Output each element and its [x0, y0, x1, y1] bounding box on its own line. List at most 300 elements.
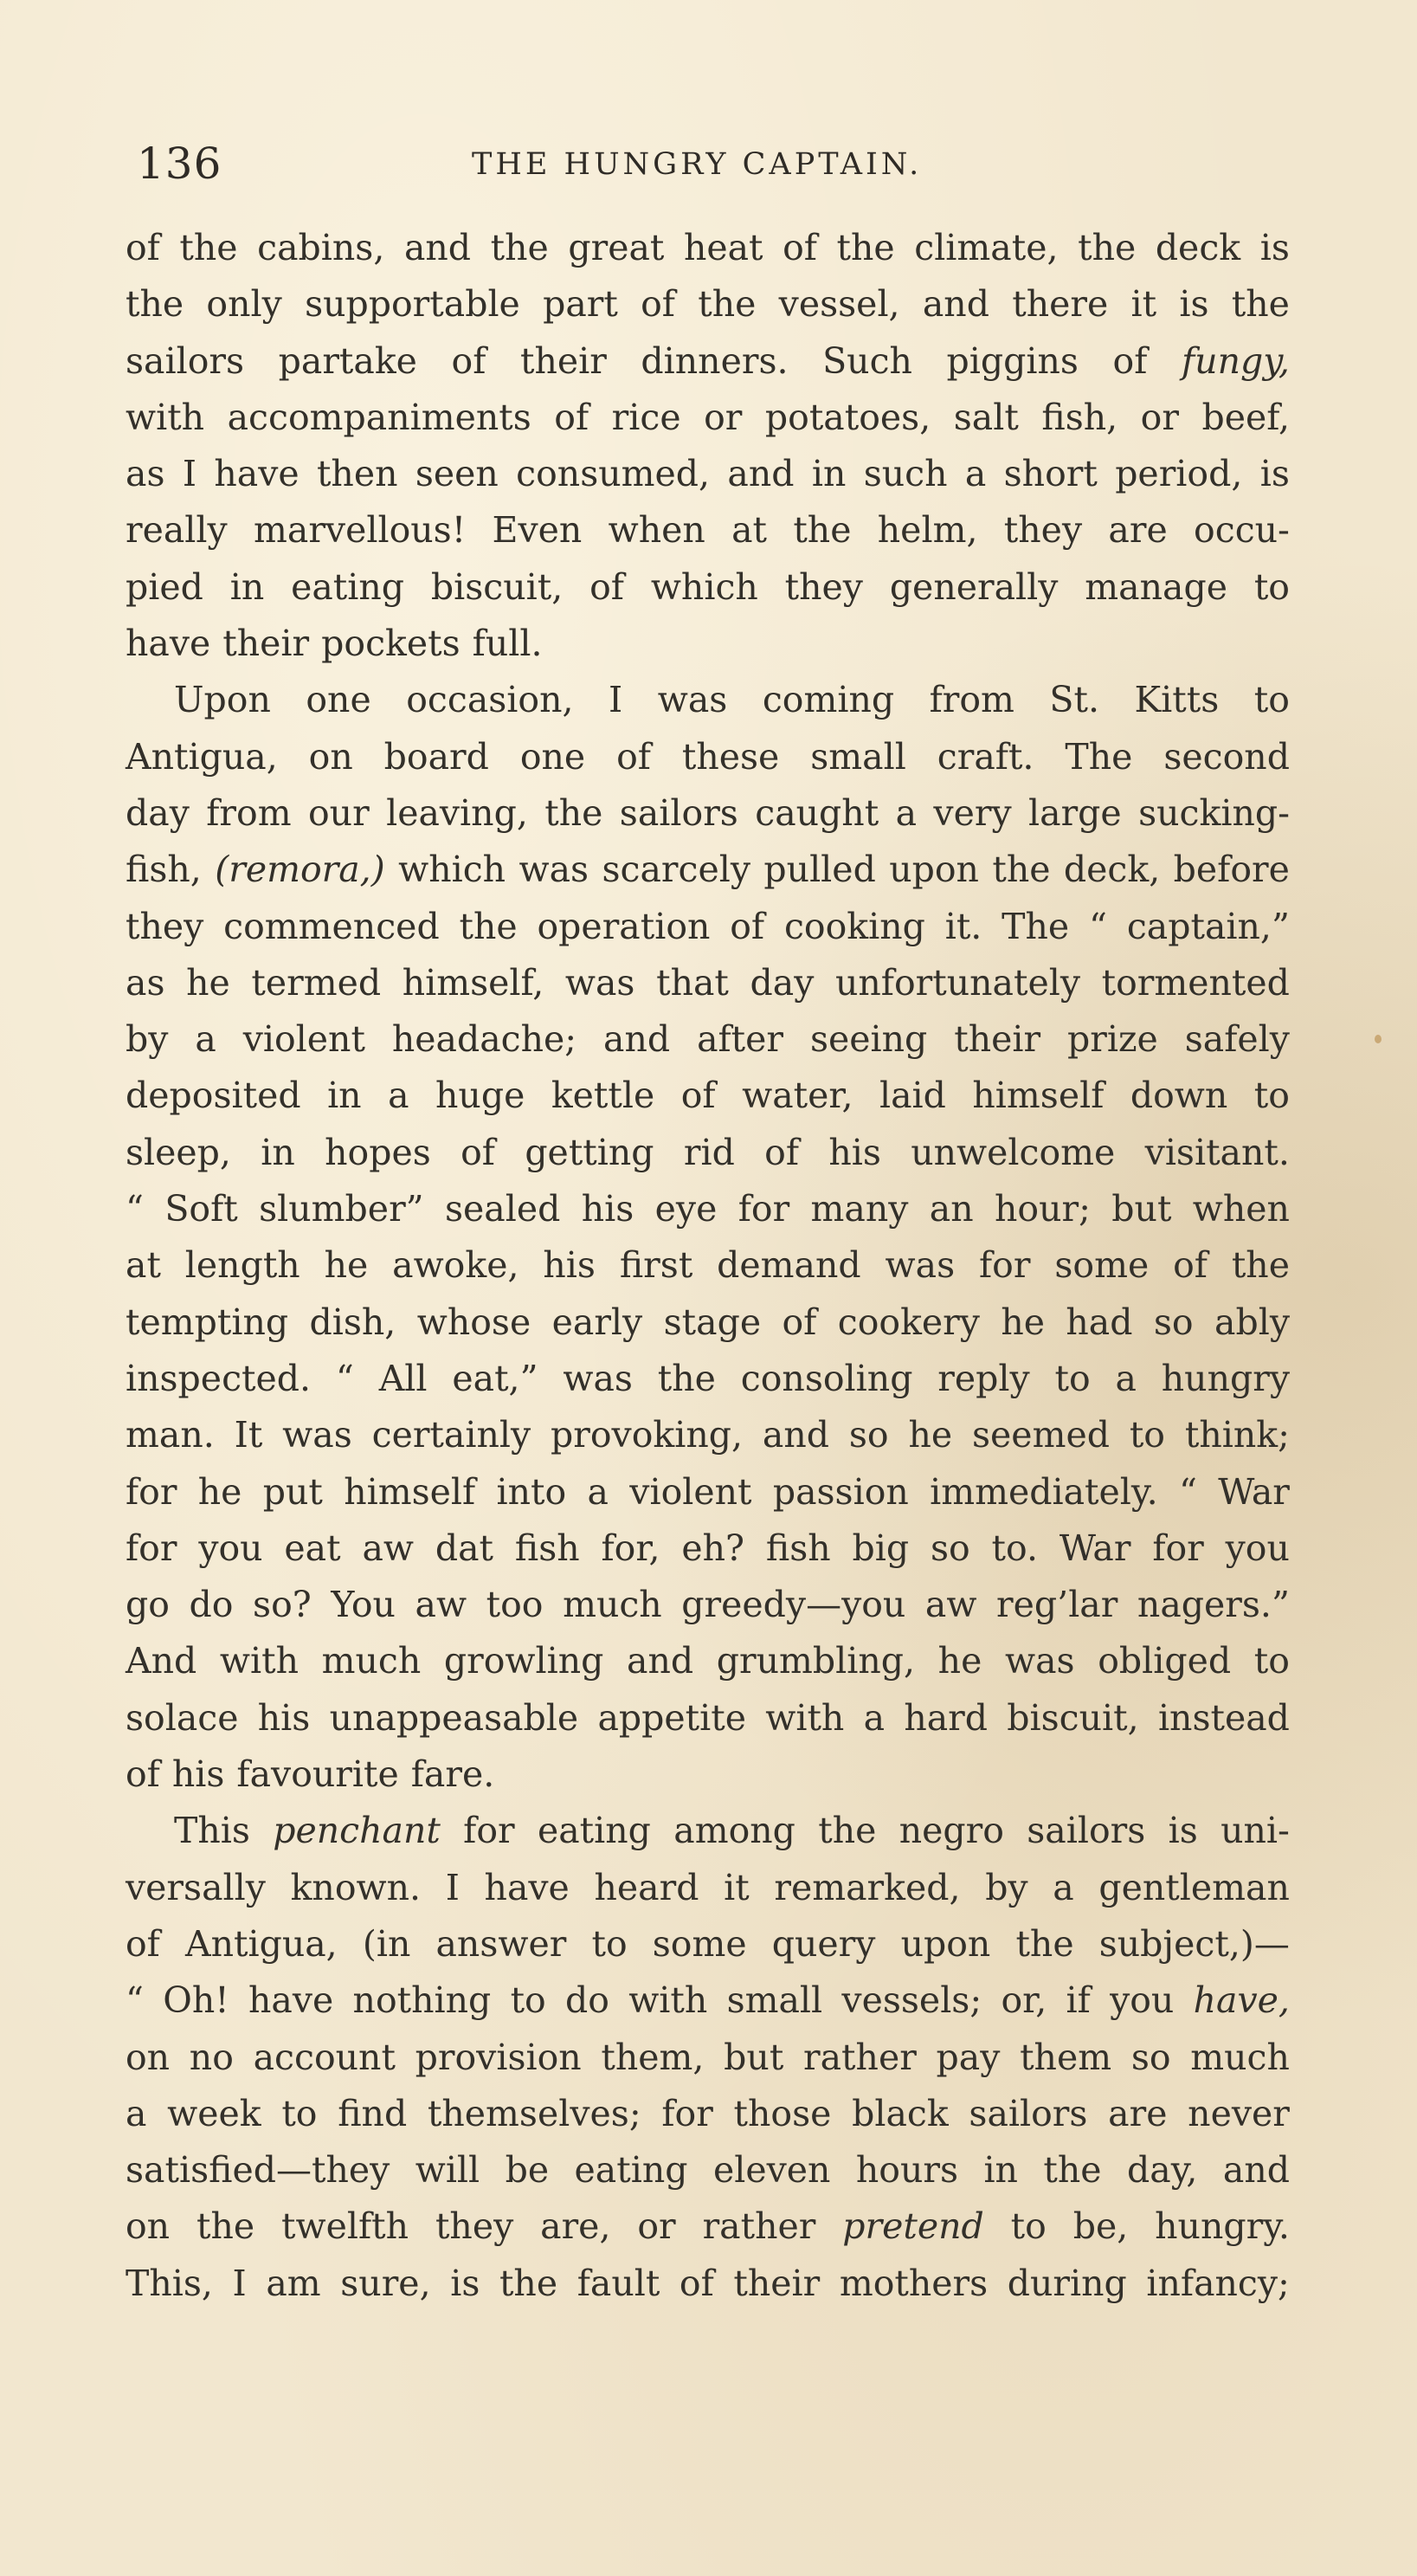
word: eat [284, 1527, 341, 1569]
text-line [126, 2198, 1290, 2255]
word: a [964, 453, 987, 495]
word: day [750, 961, 815, 1004]
word: immediately. [930, 1470, 1158, 1513]
word: sailors [969, 2092, 1088, 2134]
word: Oh! [163, 1979, 229, 2022]
word: in [229, 565, 265, 608]
word: big [852, 1527, 910, 1569]
word: a [1115, 1357, 1137, 1399]
word: of [679, 2262, 714, 2304]
word: hopes [325, 1131, 431, 1173]
word: one [306, 679, 371, 721]
word: sure, [340, 2262, 431, 2304]
word: the [657, 1357, 716, 1399]
word: his [257, 1696, 311, 1739]
word: aw [415, 1584, 467, 1626]
word: It [234, 1414, 263, 1456]
word: passion [772, 1470, 909, 1513]
word: Such [822, 339, 912, 382]
word: an [929, 1188, 974, 1230]
word: water, [742, 1075, 853, 1117]
word: This [174, 1810, 250, 1852]
word: is [1168, 1810, 1198, 1852]
word: aw [924, 1584, 977, 1626]
word: eating [574, 2149, 688, 2192]
word: cabins, [257, 227, 385, 268]
word: a [388, 1075, 409, 1117]
word: seen [415, 453, 499, 495]
word: eat,” [452, 1357, 538, 1399]
word: Upon [174, 679, 271, 721]
word: huge [435, 1075, 525, 1117]
text-line [126, 1011, 1290, 1068]
word: they [126, 905, 204, 947]
word: manage [1085, 565, 1227, 608]
word: eating [291, 565, 405, 608]
text-line [126, 1181, 1290, 1237]
word: the [179, 227, 238, 268]
word: himself [344, 1470, 476, 1513]
word: find [338, 2092, 408, 2134]
word: by [126, 1018, 169, 1061]
word: are [1108, 2092, 1168, 2134]
word: the [1231, 1244, 1290, 1287]
word: when [1192, 1188, 1290, 1230]
word: of [126, 227, 160, 268]
word: you [198, 1527, 263, 1569]
word: so [930, 1527, 970, 1569]
word: kettle [551, 1075, 655, 1117]
word: The [1002, 905, 1070, 947]
word: put [262, 1470, 323, 1513]
word: slumber” [259, 1188, 424, 1230]
word: sailors [126, 339, 245, 382]
word: versally [126, 1866, 266, 1908]
text-line [126, 1520, 1290, 1577]
word: the [1231, 283, 1290, 326]
word: day [126, 791, 190, 834]
word: a [1053, 1866, 1074, 1908]
word: you [1225, 1527, 1290, 1569]
word: whose [416, 1301, 531, 1343]
word: “ [335, 1357, 354, 1399]
word: sucking- [1138, 791, 1290, 834]
word: is [1179, 283, 1209, 326]
word: length [184, 1244, 300, 1287]
word: was [564, 961, 635, 1004]
word: negro [899, 1810, 1004, 1852]
word: the [992, 849, 1051, 891]
word: by [985, 1866, 1028, 1908]
word: nothing [352, 1979, 492, 2022]
word: unwelcome [911, 1131, 1116, 1173]
text-line [126, 276, 1290, 332]
word: on [126, 2205, 171, 2248]
word: large [1028, 791, 1122, 834]
word: known. [290, 1866, 422, 1908]
word: from [929, 679, 1014, 721]
word: that [656, 961, 729, 1004]
word: be, [1072, 2205, 1129, 2248]
word: very [933, 791, 1012, 834]
word: the [836, 227, 895, 268]
word: termed [251, 961, 382, 1004]
word: himself, [402, 961, 544, 1004]
word: This, [126, 2262, 213, 2304]
word: black [852, 2092, 949, 2134]
word: caught [755, 791, 879, 834]
word: then [316, 453, 398, 495]
word: of [616, 735, 651, 778]
word: rice [611, 396, 681, 438]
word: Soft [164, 1188, 238, 1230]
word: they [784, 565, 863, 608]
word: tormented [1101, 961, 1290, 1004]
text-line [126, 785, 1290, 842]
word: The [1065, 735, 1133, 778]
word: appetite [597, 1696, 746, 1739]
word: week [167, 2092, 261, 2134]
word: was [657, 679, 728, 721]
word: biscuit, [430, 565, 564, 608]
word: partake [278, 339, 417, 382]
word: day, [1127, 2149, 1198, 2192]
word: “ [126, 1188, 144, 1230]
word: go [126, 1584, 170, 1626]
word: was [518, 849, 589, 891]
word: so [1153, 1301, 1194, 1343]
word: small [726, 1979, 823, 2022]
word: St. [1049, 679, 1100, 721]
word: he [937, 1640, 982, 1682]
word: instead [1157, 1696, 1290, 1739]
word: do [565, 1979, 609, 2022]
word: pockets [321, 623, 461, 665]
word: be [505, 2149, 550, 2192]
text-line [126, 729, 1290, 785]
word: prize [1067, 1018, 1158, 1061]
word: mothers [839, 2262, 989, 2304]
word: for [463, 1810, 515, 1852]
word: nagers.” [1137, 1584, 1290, 1626]
word: of [783, 227, 817, 268]
word: the [1015, 1922, 1074, 1965]
word: potatoes, [764, 396, 931, 438]
word: on [308, 735, 353, 778]
word: hungry. [1155, 2205, 1290, 2248]
text-line [126, 1464, 1290, 1520]
word: eleven [712, 2149, 831, 2192]
word: never [1188, 2092, 1290, 2134]
word: beef, [1201, 396, 1290, 438]
word: provoking, [551, 1414, 744, 1456]
word: they [435, 2205, 514, 2248]
word: is [1259, 453, 1290, 495]
word: violent [242, 1018, 365, 1061]
word: but [1111, 1188, 1172, 1230]
word: heat [683, 227, 763, 268]
word: early [551, 1301, 643, 1343]
page-number: 136 [137, 139, 222, 189]
word: pay [936, 2036, 1001, 2078]
word: laid [879, 1075, 946, 1117]
word: second [1163, 735, 1290, 778]
word: fish, [1041, 396, 1118, 438]
word: solace [126, 1696, 239, 1739]
word: consumed, [516, 453, 711, 495]
word: so [1130, 2036, 1171, 2078]
word: or [704, 396, 743, 438]
word: to [1253, 1075, 1290, 1117]
word: his [828, 1131, 881, 1173]
word: rather [702, 2205, 816, 2248]
word: for [737, 1188, 790, 1230]
word: dinners. [641, 339, 789, 382]
word: he [324, 1244, 369, 1287]
word: helm, [877, 509, 978, 552]
word: their [519, 339, 607, 382]
word: upon [900, 1922, 991, 1965]
word: of [461, 1131, 495, 1173]
word: the [490, 227, 549, 268]
word: period, [1115, 453, 1243, 495]
word: such [863, 453, 948, 495]
word: I [445, 1866, 460, 1908]
word: as [126, 961, 165, 1004]
word: violent [629, 1470, 752, 1513]
word: coming [762, 679, 895, 721]
word: rid [683, 1131, 735, 1173]
word: (remora,) [215, 849, 385, 891]
word: provision [415, 2036, 582, 2078]
word: safely [1184, 1018, 1290, 1061]
word: at [731, 509, 767, 552]
word: supportable [305, 283, 520, 326]
word: and [603, 1018, 671, 1061]
word: “ [126, 1979, 144, 2022]
word: aw [362, 1527, 414, 1569]
text-line [126, 1916, 1290, 1972]
word: the [1043, 2149, 1102, 2192]
word: You [331, 1584, 396, 1626]
word: it [1130, 283, 1157, 326]
text-line [126, 899, 1290, 955]
word: fare. [410, 1753, 495, 1796]
word: unfortunately [834, 961, 1081, 1004]
word: really [126, 509, 228, 552]
word: have [248, 1979, 334, 2022]
word: into [496, 1470, 567, 1513]
word: getting [525, 1131, 654, 1173]
text-line [126, 1803, 1290, 1859]
word: occasion, [406, 679, 574, 721]
word: heard [594, 1866, 699, 1908]
word: sailors [1027, 1810, 1146, 1852]
word: the [126, 283, 184, 326]
word: leaving, [386, 791, 528, 834]
word: and [627, 1640, 694, 1682]
text-line [126, 2142, 1290, 2198]
word: occu- [1194, 509, 1290, 552]
word: which [398, 849, 506, 891]
word: hard [904, 1696, 989, 1739]
word: after [697, 1018, 784, 1061]
word: with [765, 1696, 845, 1739]
word: commenced [223, 905, 440, 947]
word: only [206, 283, 282, 326]
text-line [126, 672, 1290, 728]
word: War [1059, 1527, 1131, 1569]
word: marvellous! [254, 509, 467, 552]
word: eating [537, 1810, 651, 1852]
word: his [171, 1753, 225, 1796]
text-line [126, 1972, 1290, 2029]
word: many [810, 1188, 909, 1230]
word: and [1222, 2149, 1290, 2192]
word: of [1173, 1244, 1208, 1287]
word: dat [435, 1527, 494, 1569]
word: for [126, 1527, 177, 1569]
word: are, [540, 2205, 611, 2248]
word: sealed [445, 1188, 561, 1230]
word: them [1020, 2036, 1112, 2078]
word: inspected. [126, 1357, 312, 1399]
word: if [1066, 1979, 1091, 2022]
paper-speck [1375, 1035, 1382, 1043]
word: All [378, 1357, 428, 1399]
word: short [1003, 453, 1098, 495]
word: sailors [619, 791, 738, 834]
word: Even [492, 509, 583, 552]
word: operation [537, 905, 711, 947]
word: to [1010, 2205, 1047, 2248]
text-line [126, 2256, 1290, 2312]
word: you [1110, 1979, 1175, 2022]
word: much [563, 1584, 662, 1626]
word: pretend [842, 2205, 984, 2248]
word: much [321, 1640, 422, 1682]
word: which [650, 565, 758, 608]
word: craft. [937, 735, 1034, 778]
word: but [724, 2036, 784, 2078]
word: twelfth [281, 2205, 409, 2248]
word: I [609, 679, 623, 721]
word: is [450, 2262, 480, 2304]
word: he [908, 1414, 953, 1456]
word: themselves; [427, 2092, 641, 2134]
word: as [126, 453, 165, 495]
text-line [126, 1351, 1290, 1407]
word: their [733, 2262, 821, 2304]
word: unappeasable [329, 1696, 579, 1739]
word: a [126, 2092, 147, 2134]
word: their [954, 1018, 1041, 1061]
word: them, [601, 2036, 705, 2078]
word: in [327, 1075, 362, 1117]
text-line [126, 616, 1290, 672]
word: have [484, 1866, 570, 1908]
word: satisfied—they [126, 2149, 390, 2192]
word: the [544, 791, 603, 834]
running-title: THE HUNGRY CAPTAIN. [472, 147, 923, 182]
text-line [126, 2030, 1290, 2086]
text-line [126, 559, 1290, 616]
word: of [589, 565, 624, 608]
word: tempting [126, 1301, 289, 1343]
word: piggins [946, 339, 1079, 382]
word: think; [1184, 1414, 1290, 1456]
word: their [222, 623, 310, 665]
text-line [126, 1294, 1290, 1351]
word: or, [1001, 1979, 1047, 2022]
word: seemed [972, 1414, 1110, 1456]
word: part [543, 283, 618, 326]
word: the [499, 2262, 558, 2304]
word: gentleman [1098, 1866, 1290, 1908]
word: of [1112, 339, 1148, 382]
word: a [587, 1470, 609, 1513]
word: account [253, 2036, 396, 2078]
word: the [459, 905, 518, 947]
word: to [1253, 679, 1290, 721]
word: to [1253, 565, 1290, 608]
word: himself [972, 1075, 1105, 1117]
word: grumbling, [716, 1640, 916, 1682]
word: pied [126, 565, 203, 608]
word: dish, [309, 1301, 396, 1343]
word: hungry [1161, 1357, 1290, 1399]
word: answer [435, 1922, 567, 1965]
word: some [652, 1922, 747, 1965]
word: query [771, 1922, 876, 1965]
word: of [451, 339, 486, 382]
word: climate, [914, 227, 1059, 268]
word: on [126, 2036, 171, 2078]
word: captain,” [1126, 905, 1290, 947]
word: of [126, 1922, 160, 1965]
word: visitant. [1144, 1131, 1290, 1173]
word: so [848, 1414, 889, 1456]
word: Antigua, [184, 1922, 338, 1965]
word: a [195, 1018, 216, 1061]
word: fault [576, 2262, 660, 2304]
word: man. [126, 1414, 215, 1456]
word: reg’lar [996, 1584, 1118, 1626]
word: his [543, 1244, 596, 1287]
word: was [1004, 1640, 1075, 1682]
word: War [1218, 1470, 1290, 1513]
word: with [219, 1640, 299, 1682]
word: scarcely [602, 849, 751, 891]
word: and [403, 227, 472, 268]
word: penchant [273, 1810, 441, 1852]
word: was [282, 1414, 352, 1456]
word: And [126, 1640, 197, 1682]
running-head [130, 139, 1288, 190]
word: of [764, 1131, 800, 1173]
word: is [1259, 227, 1290, 268]
word: deck [1155, 227, 1241, 268]
word: down [1130, 1075, 1228, 1117]
word: remarked, [774, 1866, 961, 1908]
word: the [818, 1810, 877, 1852]
word: was [563, 1357, 633, 1399]
word: of [782, 1301, 817, 1343]
word: eye [654, 1188, 718, 1230]
word: deposited [126, 1075, 301, 1117]
word: first [619, 1244, 693, 1287]
word: for [126, 1470, 177, 1513]
